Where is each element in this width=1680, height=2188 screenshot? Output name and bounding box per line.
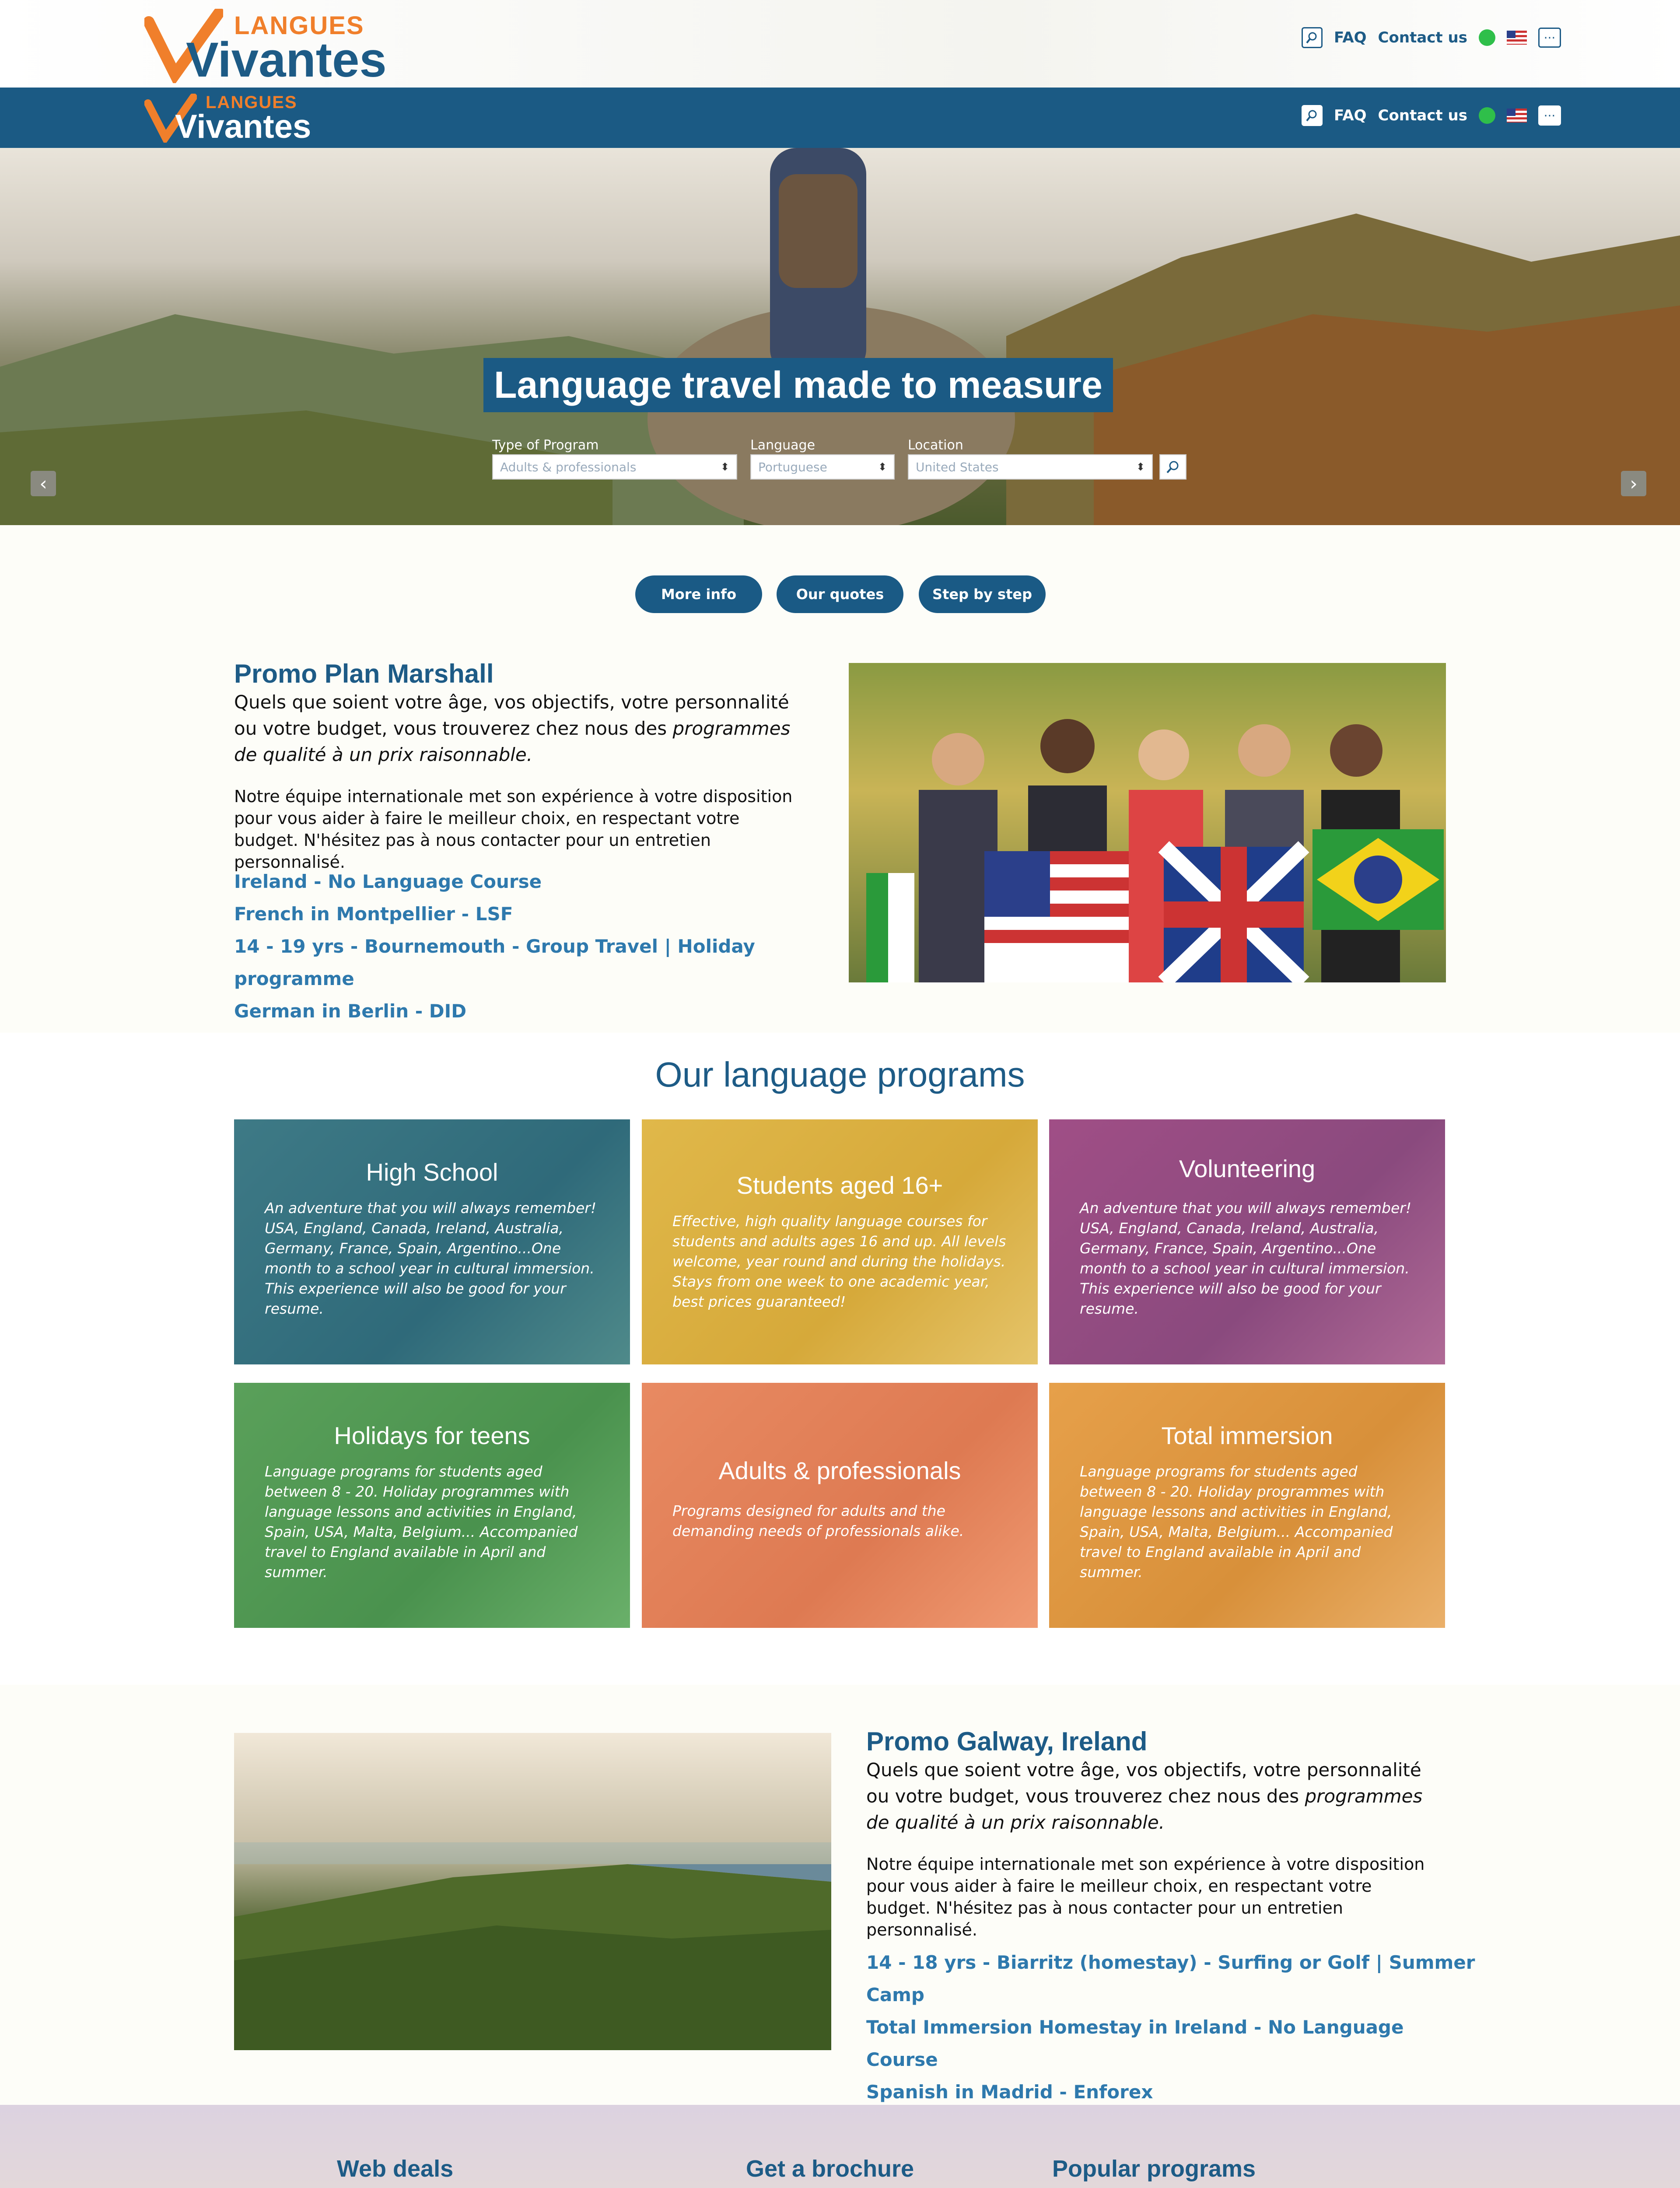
nav-logo-main: Vivantes — [175, 108, 312, 145]
program-card-desc: An adventure that you will always remember! USA, England, Canada, Ireland, Australia, Germany, France, Spain, Argentino...One month to a school year in cultural immersion. This experience will also be good for your resume. — [265, 1199, 597, 1317]
promo1-link[interactable]: German in Berlin - DID — [234, 1000, 467, 1022]
program-label: Type of Program — [492, 438, 599, 453]
promo1-link[interactable]: Ireland - No Language Course — [234, 871, 542, 892]
program-card-desc: Language programs for students aged between 8 - 20. Holiday programmes with language lessons and activities in England, Spain, USA, Malta, Belgium... Accompanied travel to England available in April and summer. — [1080, 1463, 1393, 1581]
nav-more-button[interactable]: ··· — [1538, 105, 1561, 126]
location-label: Location — [908, 438, 963, 453]
our-quotes-button[interactable]: Our quotes — [777, 575, 903, 613]
program-card-desc: Language programs for students aged between 8 - 20. Holiday programmes with language lessons and activities in England, Spain, USA, Malta, Belgium... Accompanied travel to England available in April and summer. — [265, 1463, 578, 1581]
promo1-body: Notre équipe internationale met son expérience à votre disposition pour vous aider à faire le meilleur choix, en respectant votre budget. N'hésitez pas à nous contacter pour un entretien personnalisé. — [234, 787, 793, 872]
promo1-intro-text: Quels que soient votre âge, vos objectifs, votre personnalité ou votre budget, vous trouverez chez nous des — [234, 691, 789, 739]
chevron-down-icon: ⬍ — [878, 461, 887, 473]
more-info-button[interactable]: More info — [635, 575, 762, 613]
sticky-nav — [0, 88, 1680, 148]
carousel-prev-button[interactable]: ‹ — [31, 471, 56, 496]
top-header — [0, 0, 1680, 88]
brochure-title[interactable]: Get a brochure — [746, 2156, 914, 2182]
more-menu-button[interactable]: ··· — [1538, 28, 1561, 48]
promo1-title: Promo Plan Marshall — [234, 659, 494, 688]
search-icon — [1166, 460, 1180, 473]
nav-logo[interactable] — [144, 92, 311, 144]
promo1-intro — [234, 689, 803, 768]
students-flags-image — [849, 663, 1446, 982]
nav-faq-link[interactable]: FAQ — [1334, 107, 1367, 124]
promo1-link[interactable]: French in Montpellier - LSF — [234, 903, 513, 925]
webdeals-title[interactable]: Web deals — [337, 2156, 454, 2182]
program-card-title: Adults & professionals — [718, 1457, 961, 1484]
promo1-links — [234, 866, 847, 1027]
promo2-title: Promo Galway, Ireland — [866, 1727, 1148, 1756]
program-card-desc: Effective, high quality language courses for students and adults ages 16 and up. All levels welcome, year round and during the holidays. Stays from one week to one academic year, best prices guaranteed! — [672, 1213, 1006, 1310]
logo-main-text: Vivantes — [186, 32, 387, 87]
location-select-value: United States — [916, 459, 999, 474]
program-card-title: Total immersion — [1161, 1422, 1333, 1449]
step-by-step-button[interactable]: Step by step — [919, 575, 1046, 613]
whatsapp-icon[interactable] — [1479, 29, 1495, 46]
promo2-intro-emphasis: programmes de qualité à un prix raisonnable. — [866, 1785, 1423, 1833]
program-card-desc: Programs designed for adults and the demanding needs of professionals alike. — [672, 1502, 964, 1539]
promo2-links — [866, 1946, 1479, 2108]
promo2-photo — [234, 1733, 831, 2050]
promo2-link[interactable]: Total Immersion Homestay in Ireland - No Language Course — [866, 2016, 1404, 2070]
chevron-down-icon: ⬍ — [1136, 461, 1145, 473]
program-card-volunteering[interactable] — [1049, 1119, 1445, 1364]
hero-search-button[interactable] — [1159, 454, 1186, 480]
chevron-down-icon: ⬍ — [720, 461, 729, 473]
program-card-title: Volunteering — [1179, 1155, 1316, 1182]
program-select-value: Adults & professionals — [500, 459, 637, 474]
promo1-intro-emphasis: programmes de qualité à un prix raisonnable. — [234, 718, 791, 765]
us-flag-icon[interactable] — [1507, 31, 1527, 45]
program-card-desc: An adventure that you will always remember! USA, England, Canada, Ireland, Australia, Germany, France, Spain, Argentino...One month to a school year in cultural immersion. This experience will also be good for your resume. — [1080, 1199, 1412, 1317]
carousel-next-button[interactable]: › — [1621, 471, 1646, 496]
site-logo[interactable] — [144, 9, 389, 87]
language-select-value: Portuguese — [758, 459, 827, 474]
program-card-title: Students aged 16+ — [736, 1171, 943, 1199]
nav-whatsapp-icon[interactable] — [1479, 107, 1495, 124]
language-select[interactable] — [750, 454, 895, 480]
popular-title: Popular programs — [1052, 2156, 1256, 2182]
program-card-adults[interactable] — [642, 1383, 1038, 1628]
program-select[interactable] — [492, 454, 737, 480]
promo2-link[interactable]: 14 - 18 yrs - Biarritz (homestay) - Surfing or Golf | Summer Camp — [866, 1952, 1475, 2006]
hero-title: Language travel made to measure — [483, 358, 1113, 412]
promo2-intro — [866, 1757, 1435, 1836]
program-card-title: Holidays for teens — [334, 1422, 530, 1449]
galway-coast-image — [234, 1733, 831, 2050]
hero-banner — [0, 148, 1680, 525]
nav-logo-top: LANGUES — [206, 93, 298, 112]
program-card-title: High School — [366, 1158, 498, 1186]
language-label: Language — [750, 438, 816, 453]
nav-contact-link[interactable]: Contact us — [1378, 107, 1467, 124]
promo2-intro-text: Quels que soient votre âge, vos objectifs, votre personnalité ou votre budget, vous trouverez chez nous des — [866, 1759, 1421, 1807]
search-icon[interactable] — [1302, 27, 1323, 48]
logo-top-text: LANGUES — [234, 11, 364, 40]
promo2-link[interactable]: Spanish in Madrid - Enforex — [866, 2081, 1153, 2103]
promo2-body: Notre équipe internationale met son expérience à votre disposition pour vous aider à faire le meilleur choix, en respectant votre budget. N'hésitez pas à nous contacter pour un entretien personnalisé. — [866, 1855, 1425, 1939]
program-card-students[interactable] — [642, 1119, 1038, 1364]
program-card-total-immersion[interactable] — [1049, 1383, 1445, 1628]
promo1-photo — [849, 663, 1446, 982]
location-select[interactable] — [908, 454, 1153, 480]
programs-heading: Our language programs — [655, 1055, 1025, 1094]
program-card-holidays-teens[interactable] — [234, 1383, 630, 1628]
promo1-link[interactable]: 14 - 19 yrs - Bournemouth - Group Travel | Holiday programme — [234, 936, 755, 989]
program-card-high-school[interactable] — [234, 1119, 630, 1364]
contact-link[interactable]: Contact us — [1378, 29, 1467, 46]
nav-us-flag-icon[interactable] — [1507, 109, 1527, 123]
faq-link[interactable]: FAQ — [1334, 29, 1367, 46]
nav-search-icon[interactable] — [1302, 105, 1323, 126]
